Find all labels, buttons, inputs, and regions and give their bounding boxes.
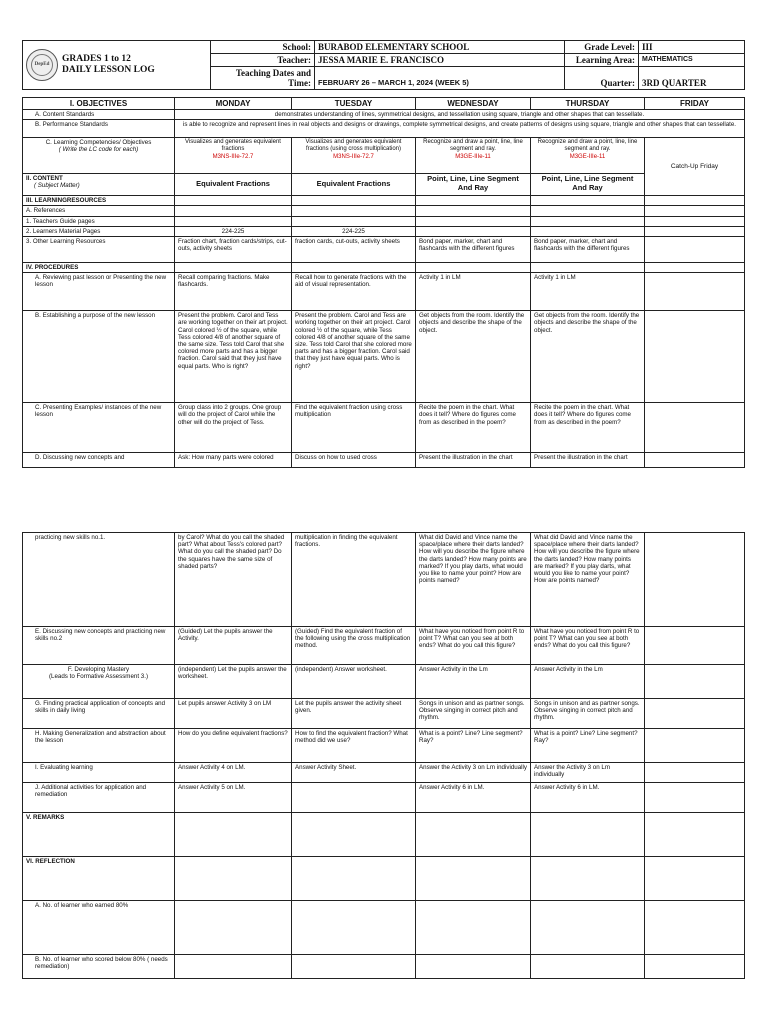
procedures-label: IV. PROCEDURES	[23, 263, 175, 273]
teacher-label: Teacher:	[211, 54, 315, 67]
procedure-d-wednesday-cont: What did David and Vince name the space/place where their darts landed? How will you describe the figure where the darts landed? How many points are marked? If you play darts, what would you like to name your point? How are points named?	[416, 533, 531, 627]
competencies-label	[23, 138, 175, 174]
competency-tuesday	[292, 138, 416, 174]
lm-pages-tuesday: 224-225	[292, 226, 416, 236]
procedure-h-thursday: What is a point? Line? Line segment? Ray?	[531, 729, 645, 763]
competency-monday	[175, 138, 292, 174]
lesson-log-sheet-2	[22, 532, 744, 979]
header-table	[22, 40, 745, 90]
procedure-e-monday: (Guided) Let the pupils answer the Activity.	[175, 627, 292, 665]
quarter-value: 3RD QUARTER	[639, 67, 745, 90]
lesson-table-2	[22, 532, 745, 979]
catch-up-friday: Catch-Up Friday	[645, 138, 745, 196]
competency-tuesday-text: Visualizes and generates equivalent fractions (using cross multiplication)	[305, 139, 402, 153]
content-label	[23, 174, 175, 196]
procedure-i-wednesday: Answer the Activity 3 on Lm individually	[416, 763, 531, 783]
procedure-i-thursday: Answer the Activity 3 on Lm individually	[531, 763, 645, 783]
procedure-c-wednesday: Recite the poem in the chart. What does it tell? Where do figures come from as described in the poem?	[416, 403, 531, 453]
procedure-b-wednesday: Get objects from the room. Identify the objects and describe the shape of the object.	[416, 311, 531, 403]
procedure-d-label-cont: practicing new skills no.1.	[23, 533, 175, 627]
procedure-h-wednesday: What is a point? Line? Line segment? Ray?	[416, 729, 531, 763]
procedure-e-thursday: What have you noticed from point R to point T? What can you see at both ends? What do you call this figure?	[531, 627, 645, 665]
dates-value: FEBRUARY 26 – MARCH 1, 2024 (WEEK 5)	[315, 67, 565, 90]
competency-wednesday-code: M3GE-IIIe-11	[455, 153, 491, 160]
competency-tuesday-code: M3NS-IIIe-72.7	[333, 153, 374, 160]
lm-pages-monday: 224-225	[175, 226, 292, 236]
procedure-f-tuesday: (independent) Answer worksheet.	[292, 665, 416, 699]
tuesday-heading: TUESDAY	[292, 98, 416, 110]
competencies-title: C. Learning Competencies/ Objectives	[45, 139, 152, 147]
monday-heading: MONDAY	[175, 98, 292, 110]
objectives-heading: I. OBJECTIVES	[23, 98, 175, 110]
competency-thursday	[531, 138, 645, 174]
procedure-j-thursday: Answer Activity 6 in LM.	[531, 783, 645, 813]
area-value: MATHEMATICS	[639, 54, 745, 67]
procedure-a-thursday: Activity 1 in LM	[531, 273, 645, 311]
reflection-label: VI. REFLECTION	[23, 857, 175, 901]
procedure-e-wednesday: What have you noticed from point R to point T? What can you see at both ends? What do you call this figure?	[416, 627, 531, 665]
competency-monday-text: Visualizes and generates equivalent fractions	[185, 139, 281, 153]
competency-monday-code: M3NS-IIIe-72.7	[212, 153, 254, 160]
log-title-line2: DAILY LESSON LOG	[62, 65, 155, 75]
other-resources-tuesday: fraction cards, cut-outs, activity sheets	[292, 237, 416, 263]
procedure-a-tuesday: Recall how to generate fractions with the aid of visual representation.	[292, 273, 416, 311]
thursday-heading: THURSDAY	[531, 98, 645, 110]
grade-label: Grade Level:	[565, 41, 639, 54]
other-resources-label: 3. Other Learning Resources	[23, 237, 175, 263]
procedure-b-tuesday: Present the problem. Carol and Tess are working together on their art project. Carol colored ½ of the square, while Tess colored 4/8 of another square of the same size. Tess told Carol that she colored more parts and has a bigger fraction. Carol said that they just have equal parts. Who is right?	[292, 311, 416, 403]
school-value: BURABOD ELEMENTARY SCHOOL	[315, 41, 565, 54]
learning-resources-label: III. LEARNINGRESOURCES	[23, 196, 175, 206]
procedure-g-wednesday: Songs in unison and as partner songs. Observe singing in correct pitch and rhythm.	[416, 699, 531, 729]
procedure-h-label: H. Making Generalization and abstraction about the lesson	[23, 729, 175, 763]
other-resources-wednesday: Bond paper, marker, chart and flashcards with the different figures	[416, 237, 531, 263]
procedure-i-monday: Answer Activity 4 on LM.	[175, 763, 292, 783]
performance-standards-value: is able to recognize and represent lines in real objects and designs or drawings, complete symmetrical designs, and create patterns of designs using square, triangle and other shapes that can tessellate.	[175, 120, 745, 138]
procedure-d-tuesday-cont: multiplication in finding the equivalent fractions.	[292, 533, 416, 627]
deped-seal-icon: DepEd	[26, 49, 58, 81]
lesson-log-sheet-1	[22, 40, 744, 468]
content-tuesday: Equivalent Fractions	[292, 174, 416, 196]
procedure-f-label	[23, 665, 175, 699]
procedure-d-monday: Ask: How many parts were colored	[175, 453, 292, 468]
procedure-d-wednesday: Present the illustration in the chart	[416, 453, 531, 468]
wednesday-heading: WEDNESDAY	[416, 98, 531, 110]
procedure-d-tuesday: Discuss on how to used cross	[292, 453, 416, 468]
procedure-j-label: J. Additional activities for application and remediation	[23, 783, 175, 813]
dates-label: Teaching Dates and Time:	[211, 67, 315, 90]
reflection-b-label: B. No. of learner who scored below 80% ( needs remediation)	[23, 955, 175, 979]
procedure-c-tuesday: Find the equivalent fraction using cross multiplication	[292, 403, 416, 453]
procedure-d-label: D. Discussing new concepts and	[23, 453, 175, 468]
learners-material-label: 2. Learners Material Pages	[23, 226, 175, 236]
procedure-f-thursday: Answer Activity in the Lm	[531, 665, 645, 699]
procedure-a-label: A. Reviewing past lesson or Presenting the new lesson	[23, 273, 175, 311]
procedure-j-monday: Answer Activity 5 on LM.	[175, 783, 292, 813]
procedure-a-wednesday: Activity 1 in LM	[416, 273, 531, 311]
procedure-i-tuesday: Answer Activity Sheet.	[292, 763, 416, 783]
procedure-h-tuesday: How to find the equivalent fraction? What method did we use?	[292, 729, 416, 763]
references-label: A. References	[23, 206, 175, 216]
procedure-g-thursday: Songs in unison and as partner songs. Observe singing in correct pitch and rhythm.	[531, 699, 645, 729]
competency-wednesday	[416, 138, 531, 174]
procedure-f-subtitle: (Leads to Formative Assessment 3.)	[48, 673, 149, 681]
procedure-b-label: B. Establishing a purpose of the new lesson	[23, 311, 175, 403]
procedure-d-thursday: Present the illustration in the chart	[531, 453, 645, 468]
procedure-d-thursday-cont: What did David and Vince name the space/place where their darts landed? How will you describe the figure where the darts landed? How many points are marked? If you play darts, what would you like to name your point? How are points named?	[531, 533, 645, 627]
content-title: II. CONTENT	[26, 175, 63, 183]
grade-value: III	[639, 41, 745, 54]
procedure-g-label: G. Finding practical application of concepts and skills in daily living	[23, 699, 175, 729]
competencies-subtitle: ( Write the LC code for each)	[58, 146, 139, 154]
content-subtitle: ( Subject Matter)	[34, 182, 80, 190]
reflection-a-label: A. No. of learner who earned 80%	[23, 901, 175, 955]
remarks-label: V. REMARKS	[23, 813, 175, 857]
school-label: School:	[211, 41, 315, 54]
procedure-h-monday: How do you define equivalent fractions?	[175, 729, 292, 763]
procedure-e-tuesday: (Guided) Find the equivalent fraction of the following using the cross multiplication method.	[292, 627, 416, 665]
procedure-d-monday-cont: by Carol? What do you call the shaded part? What about Tess's colored part? What do you call the shaded part? Do the squares have the same size of shaded parts?	[175, 533, 292, 627]
area-label: Learning Area:	[565, 54, 639, 67]
lesson-table-1	[22, 97, 745, 468]
procedure-g-tuesday: Let the pupils answer the activity sheet given.	[292, 699, 416, 729]
content-thursday: Point, Line, Line Segment And Ray	[531, 174, 645, 196]
other-resources-thursday: Bond paper, marker, chart and flashcards with the different figures	[531, 237, 645, 263]
procedure-b-thursday: Get objects from the room. Identify the objects and describe the shape of the object.	[531, 311, 645, 403]
procedure-c-monday: Group class into 2 groups. One group will do the project of Carol while the other will do the project of Tess.	[175, 403, 292, 453]
procedure-c-thursday: Recite the poem in the chart. What does it tell? Where do figures come from as described in the poem?	[531, 403, 645, 453]
quarter-label: Quarter:	[565, 67, 639, 90]
content-wednesday: Point, Line, Line Segment And Ray	[416, 174, 531, 196]
content-monday: Equivalent Fractions	[175, 174, 292, 196]
procedure-f-wednesday: Answer Activity in the Lm	[416, 665, 531, 699]
content-standards-value: demonstrates understanding of lines, symmetrical designs, and tessellation using square, triangle and other shapes that can tessellate.	[175, 110, 745, 120]
log-title-line1: GRADES 1 to 12	[62, 54, 131, 64]
page-1	[0, 0, 768, 480]
friday-heading: FRIDAY	[645, 98, 745, 110]
competency-thursday-code: M3GE-IIIe-11	[569, 153, 606, 160]
other-resources-monday: Fraction chart, fraction cards/strips, cut-outs, activity sheets	[175, 237, 292, 263]
teachers-guide-label: 1. Teachers Guide pages	[23, 216, 175, 226]
procedure-g-monday: Let pupils answer Activity 3 on LM	[175, 699, 292, 729]
competency-thursday-text: Recognize and draw a point, line, line segment and ray.	[537, 139, 638, 153]
procedure-b-monday: Present the problem. Carol and Tess are working together on their art project. Carol colored ½ of the square, while Tess colored 4/8 of another square of the same size. Tess told Carol that she colored more parts and has a bigger fraction. Carol said that they just have equal parts. Who is right?	[175, 311, 292, 403]
page-2	[0, 530, 768, 1024]
procedure-j-wednesday: Answer Activity 6 in LM.	[416, 783, 531, 813]
teacher-value: JESSA MARIE E. FRANCISCO	[315, 54, 565, 67]
content-standards-label: A. Content Standards	[23, 110, 175, 120]
procedure-e-label: E. Discussing new concepts and practicing new skills no.2	[23, 627, 175, 665]
header-title-cell	[23, 41, 211, 90]
procedure-i-label: I. Evaluating learning	[23, 763, 175, 783]
procedure-f-title: F. Developing Mastery	[67, 666, 130, 673]
procedure-a-monday: Recall comparing fractions. Make flashcards.	[175, 273, 292, 311]
performance-standards-label: B. Performance Standards	[23, 120, 175, 138]
procedure-c-label: C. Presenting Examples/ instances of the new lesson	[23, 403, 175, 453]
competency-wednesday-text: Recognize and draw a point, line, line segment and ray.	[423, 139, 523, 153]
procedure-f-monday: (independent) Let the pupils answer the worksheet.	[175, 665, 292, 699]
